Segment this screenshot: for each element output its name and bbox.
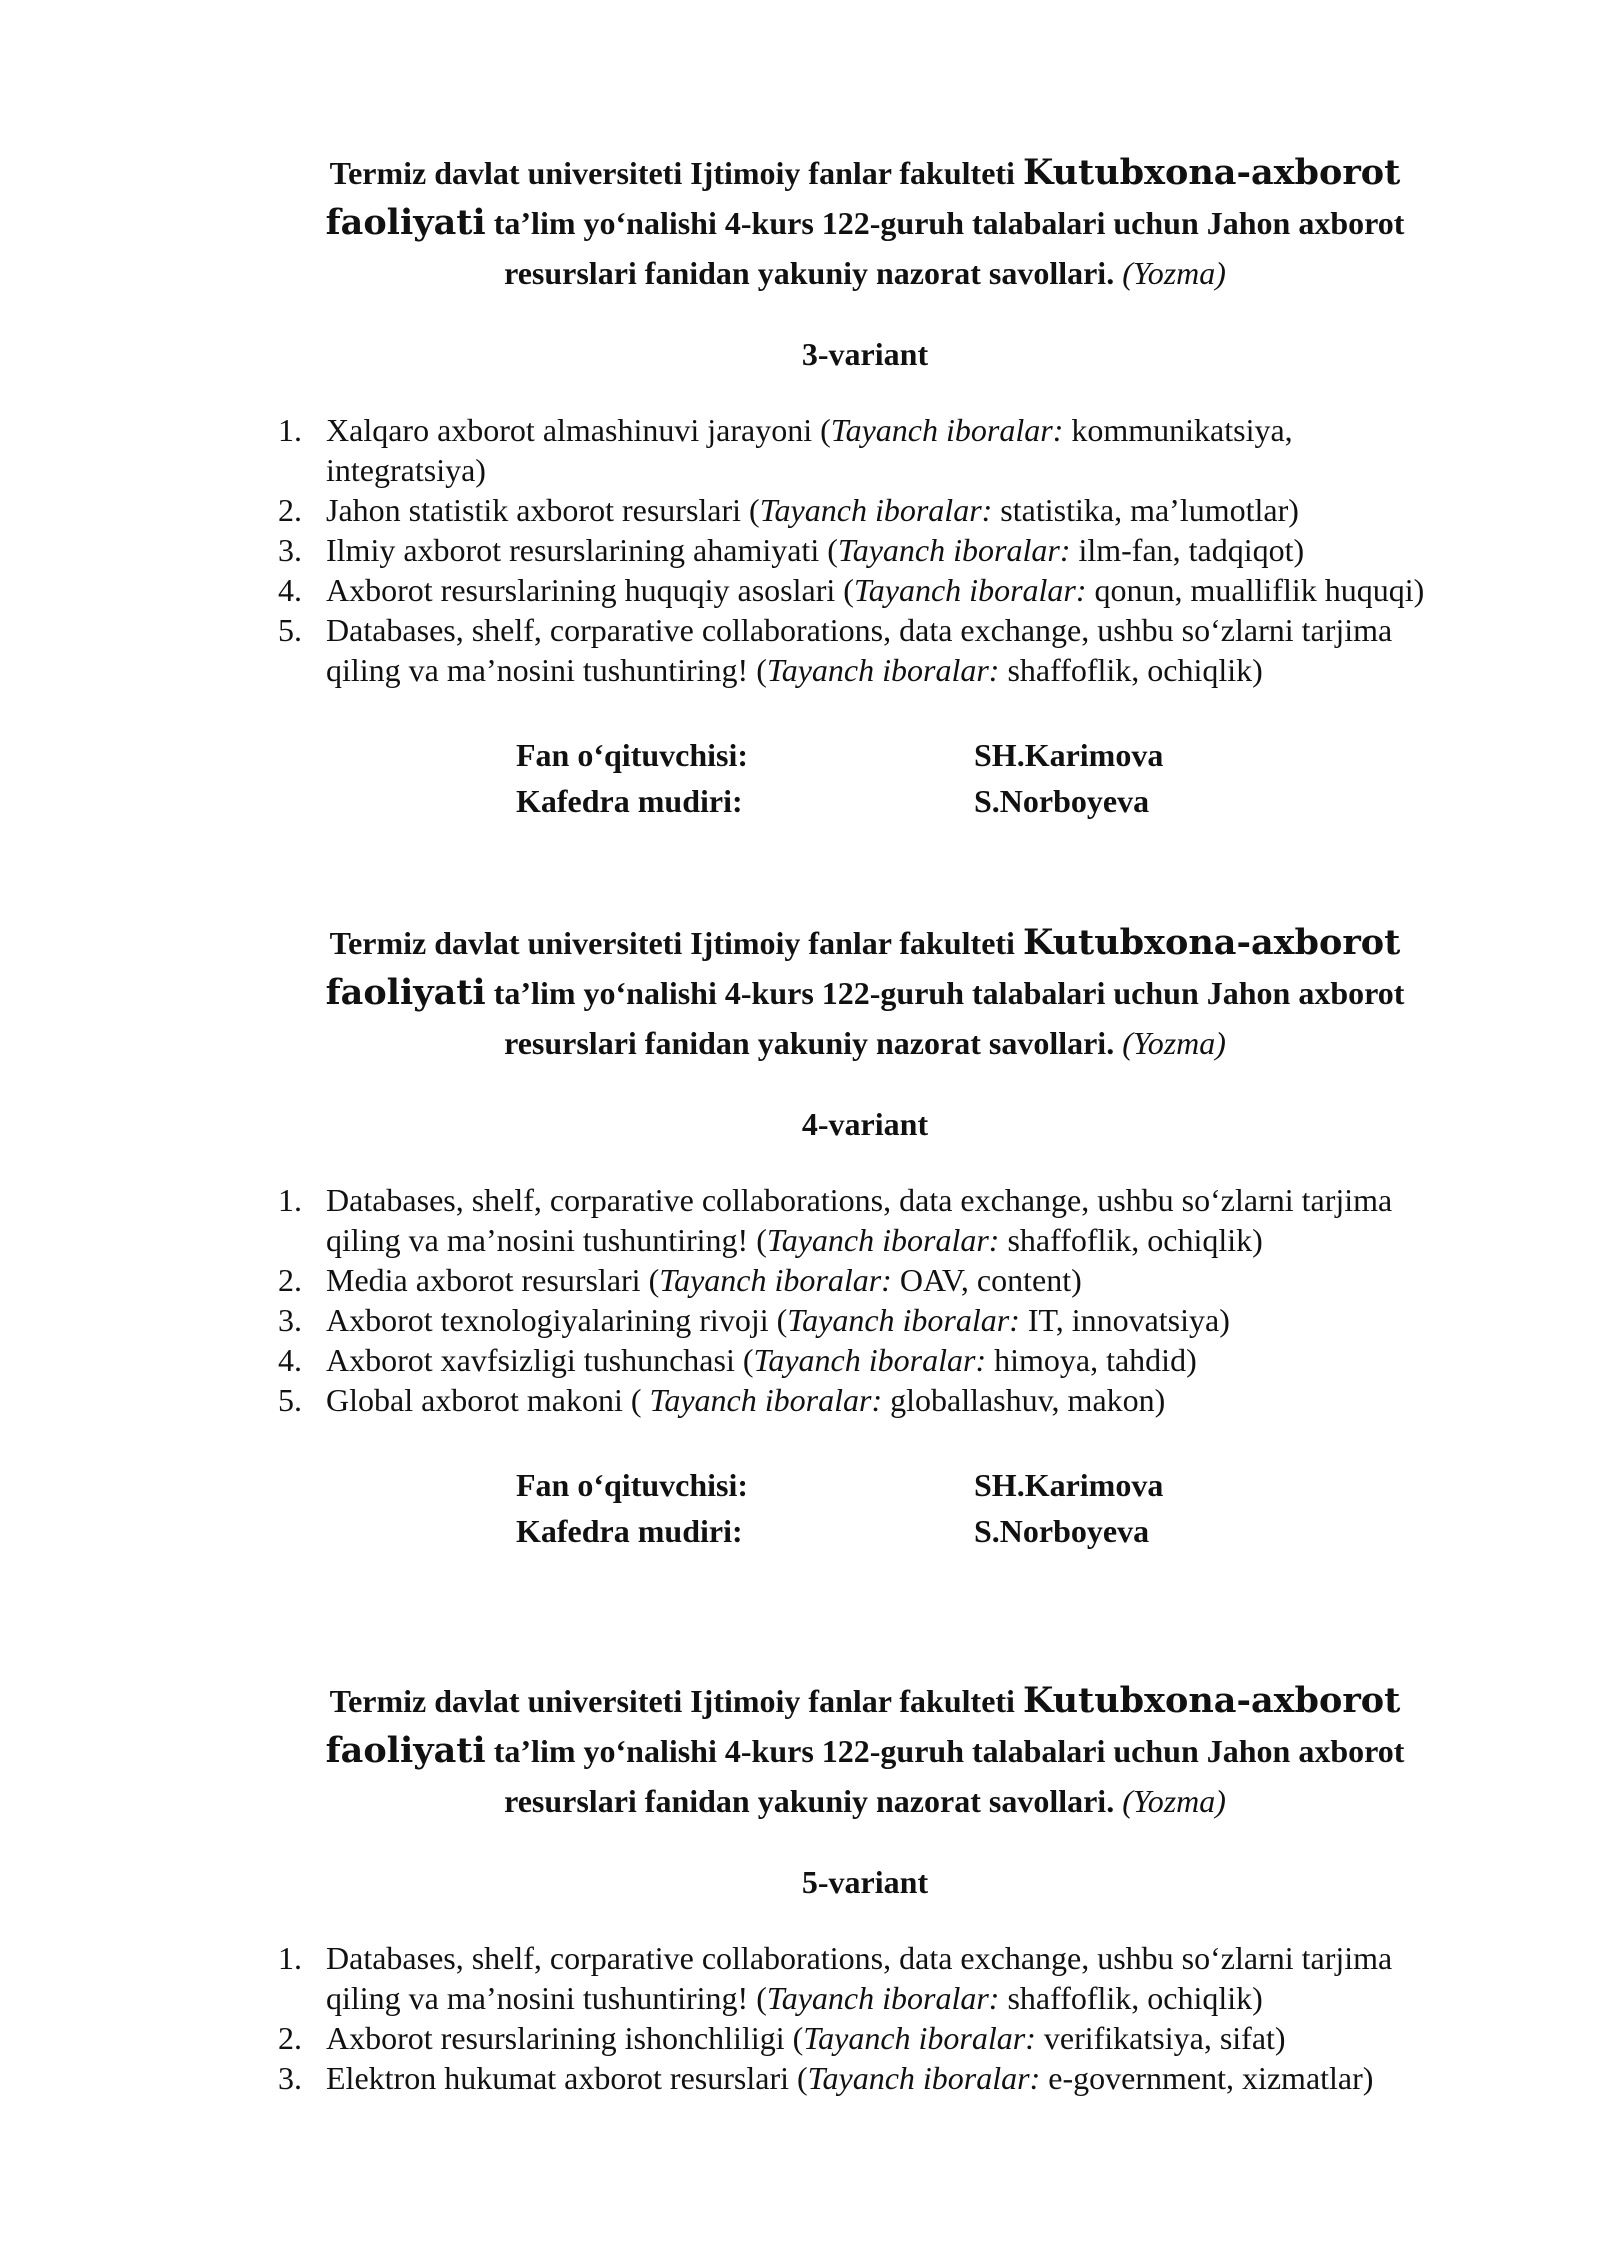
- question-keywords: OAV, content): [891, 1262, 1082, 1298]
- teacher-role-label: Fan o‘qituvchisi:: [516, 737, 749, 773]
- question-number: 4.: [278, 1342, 302, 1378]
- question-item: [270, 1938, 1460, 2018]
- question-item: [270, 570, 1460, 610]
- header-program-name: Kutubxona-axborot faoliyati: [325, 1680, 1401, 1771]
- question-text: Ilmiy axborot resurslarining ahamiyati (: [326, 532, 838, 568]
- keyword-label: Tayanch iboralar:: [807, 2060, 1041, 2096]
- question-number: 2.: [278, 492, 302, 528]
- teacher-role-label: Fan o‘qituvchisi:: [516, 1467, 749, 1503]
- header-exam-type: (Yozma): [1122, 1783, 1226, 1819]
- question-list: [270, 410, 1460, 690]
- signature-row-head: [516, 1508, 1460, 1554]
- variant-block-3: [270, 148, 1460, 824]
- question-list: [270, 1938, 1460, 2098]
- question-text: Axborot resurslarining huquqiy asoslari (: [326, 572, 854, 608]
- teacher-name: SH.Karimova: [974, 737, 1164, 773]
- header-text: Termiz davlat universiteti Ijtimoiy fanlar fakulteti: [329, 925, 1023, 961]
- question-item: [270, 610, 1460, 690]
- header-program-name: Kutubxona-axborot faoliyati: [325, 922, 1401, 1013]
- keyword-label: Tayanch iboralar:: [787, 1302, 1020, 1338]
- question-number: 5.: [278, 1382, 302, 1418]
- signature-row-teacher: [516, 1462, 1460, 1508]
- question-text: Jahon statistik axborot resurslari (: [326, 492, 760, 528]
- variant-title: 5-variant: [801, 1864, 929, 1900]
- keyword-label: Tayanch iboralar:: [830, 412, 1064, 448]
- header-text-continued: ta’lim yo‘nalishi 4-kurs 122-guruh talabalari uchun Jahon axborot resurslari fanidan yakuniy nazorat savollari.: [485, 1733, 1405, 1819]
- variant-block-5: [270, 1676, 1460, 2098]
- question-item: [270, 1340, 1460, 1380]
- question-keywords: IT, innovatsiya): [1019, 1302, 1230, 1338]
- question-item: [270, 2058, 1460, 2098]
- question-list: [270, 1180, 1460, 1420]
- question-keywords: e-government, xizmatlar): [1040, 2060, 1374, 2096]
- question-keywords: verifikatsiya, sifat): [1035, 2020, 1286, 2056]
- question-keywords: statistika, ma’lumotlar): [992, 492, 1299, 528]
- question-keywords: shaffoflik, ochiqlik): [999, 1222, 1263, 1258]
- keyword-label: Tayanch iboralar:: [659, 1262, 892, 1298]
- question-keywords: shaffoflik, ochiqlik): [999, 1980, 1263, 2016]
- keyword-label: Tayanch iboralar:: [837, 532, 1071, 568]
- question-keywords: kommunikatsiya, integratsiya): [326, 412, 1293, 488]
- question-keywords: ilm-fan, tadqiqot): [1070, 532, 1305, 568]
- variant-title: 3-variant: [801, 336, 929, 372]
- keyword-label: Tayanch iboralar:: [803, 2020, 1036, 2056]
- signature-row-teacher: [516, 732, 1460, 778]
- question-text: Axborot resurslarining ishonchliligi (: [326, 2020, 804, 2056]
- question-text: Axborot texnologiyalarining rivoji (: [326, 1302, 788, 1338]
- signature-block: [516, 1462, 1460, 1554]
- question-text: Xalqaro axborot almashinuvi jarayoni (: [326, 412, 831, 448]
- header-exam-type: (Yozma): [1122, 255, 1226, 291]
- exam-header: [270, 1676, 1460, 1826]
- signature-row-head: [516, 778, 1460, 824]
- question-item: [270, 530, 1460, 570]
- head-role-label: Kafedra mudiri:: [516, 1513, 743, 1549]
- keyword-label: Tayanch iboralar:: [753, 1342, 987, 1378]
- question-text: Databases, shelf, corparative collaborations, data exchange, ushbu so‘zlarni tarjima qiling va ma’nosini tushuntiring! (: [326, 612, 1393, 688]
- exam-header: [270, 148, 1460, 298]
- keyword-label: Tayanch iboralar:: [766, 652, 1000, 688]
- question-item: [270, 1300, 1460, 1340]
- question-text: Global axborot makoni (: [326, 1382, 650, 1418]
- exam-header: [270, 918, 1460, 1068]
- variant-title: 4-variant: [801, 1106, 929, 1142]
- keyword-label: Tayanch iboralar:: [853, 572, 1087, 608]
- head-name: S.Norboyeva: [974, 1513, 1150, 1549]
- header-text-continued: ta’lim yo‘nalishi 4-kurs 122-guruh talabalari uchun Jahon axborot resurslari fanidan yakuniy nazorat savollari.: [485, 205, 1405, 291]
- signature-block: [516, 732, 1460, 824]
- question-number: 1.: [278, 1940, 302, 1976]
- header-exam-type: (Yozma): [1122, 1025, 1226, 1061]
- question-number: 3.: [278, 532, 302, 568]
- header-program-name: Kutubxona-axborot faoliyati: [325, 152, 1401, 243]
- variant-block-4: [270, 918, 1460, 1554]
- question-text: Media axborot resurslari (: [326, 1262, 660, 1298]
- question-number: 1.: [278, 1182, 302, 1218]
- question-number: 5.: [278, 612, 302, 648]
- question-item: [270, 490, 1460, 530]
- question-item: [270, 1180, 1460, 1260]
- question-number: 1.: [278, 412, 302, 448]
- head-name: S.Norboyeva: [974, 783, 1150, 819]
- question-text: Databases, shelf, corparative collaborations, data exchange, ushbu so‘zlarni tarjima qiling va ma’nosini tushuntiring! (: [326, 1940, 1393, 2016]
- header-text-continued: ta’lim yo‘nalishi 4-kurs 122-guruh talabalari uchun Jahon axborot resurslari fanidan yakuniy nazorat savollari.: [485, 975, 1405, 1061]
- question-item: [270, 1260, 1460, 1300]
- keyword-label: Tayanch iboralar:: [766, 1222, 1000, 1258]
- question-number: 3.: [278, 1302, 302, 1338]
- keyword-label: Tayanch iboralar:: [766, 1980, 1000, 2016]
- keyword-label: Tayanch iboralar:: [759, 492, 993, 528]
- keyword-label: Tayanch iboralar:: [649, 1382, 883, 1418]
- question-number: 4.: [278, 572, 302, 608]
- question-number: 2.: [278, 2020, 302, 2056]
- head-role-label: Kafedra mudiri:: [516, 783, 743, 819]
- question-text: Elektron hukumat axborot resurslari (: [326, 2060, 808, 2096]
- teacher-name: SH.Karimova: [974, 1467, 1164, 1503]
- question-keywords: qonun, mualliflik huquqi): [1086, 572, 1425, 608]
- question-number: 2.: [278, 1262, 302, 1298]
- question-keywords: shaffoflik, ochiqlik): [999, 652, 1263, 688]
- question-text: Databases, shelf, corparative collaborations, data exchange, ushbu so‘zlarni tarjima qiling va ma’nosini tushuntiring! (: [326, 1182, 1393, 1258]
- question-number: 3.: [278, 2060, 302, 2096]
- question-keywords: globallashuv, makon): [882, 1382, 1166, 1418]
- question-item: [270, 1380, 1460, 1420]
- question-item: [270, 2018, 1460, 2058]
- header-text: Termiz davlat universiteti Ijtimoiy fanlar fakulteti: [329, 1683, 1023, 1719]
- question-item: [270, 410, 1460, 490]
- question-keywords: himoya, tahdid): [986, 1342, 1197, 1378]
- question-text: Axborot xavfsizligi tushunchasi (: [326, 1342, 754, 1378]
- header-text: Termiz davlat universiteti Ijtimoiy fanlar fakulteti: [329, 155, 1023, 191]
